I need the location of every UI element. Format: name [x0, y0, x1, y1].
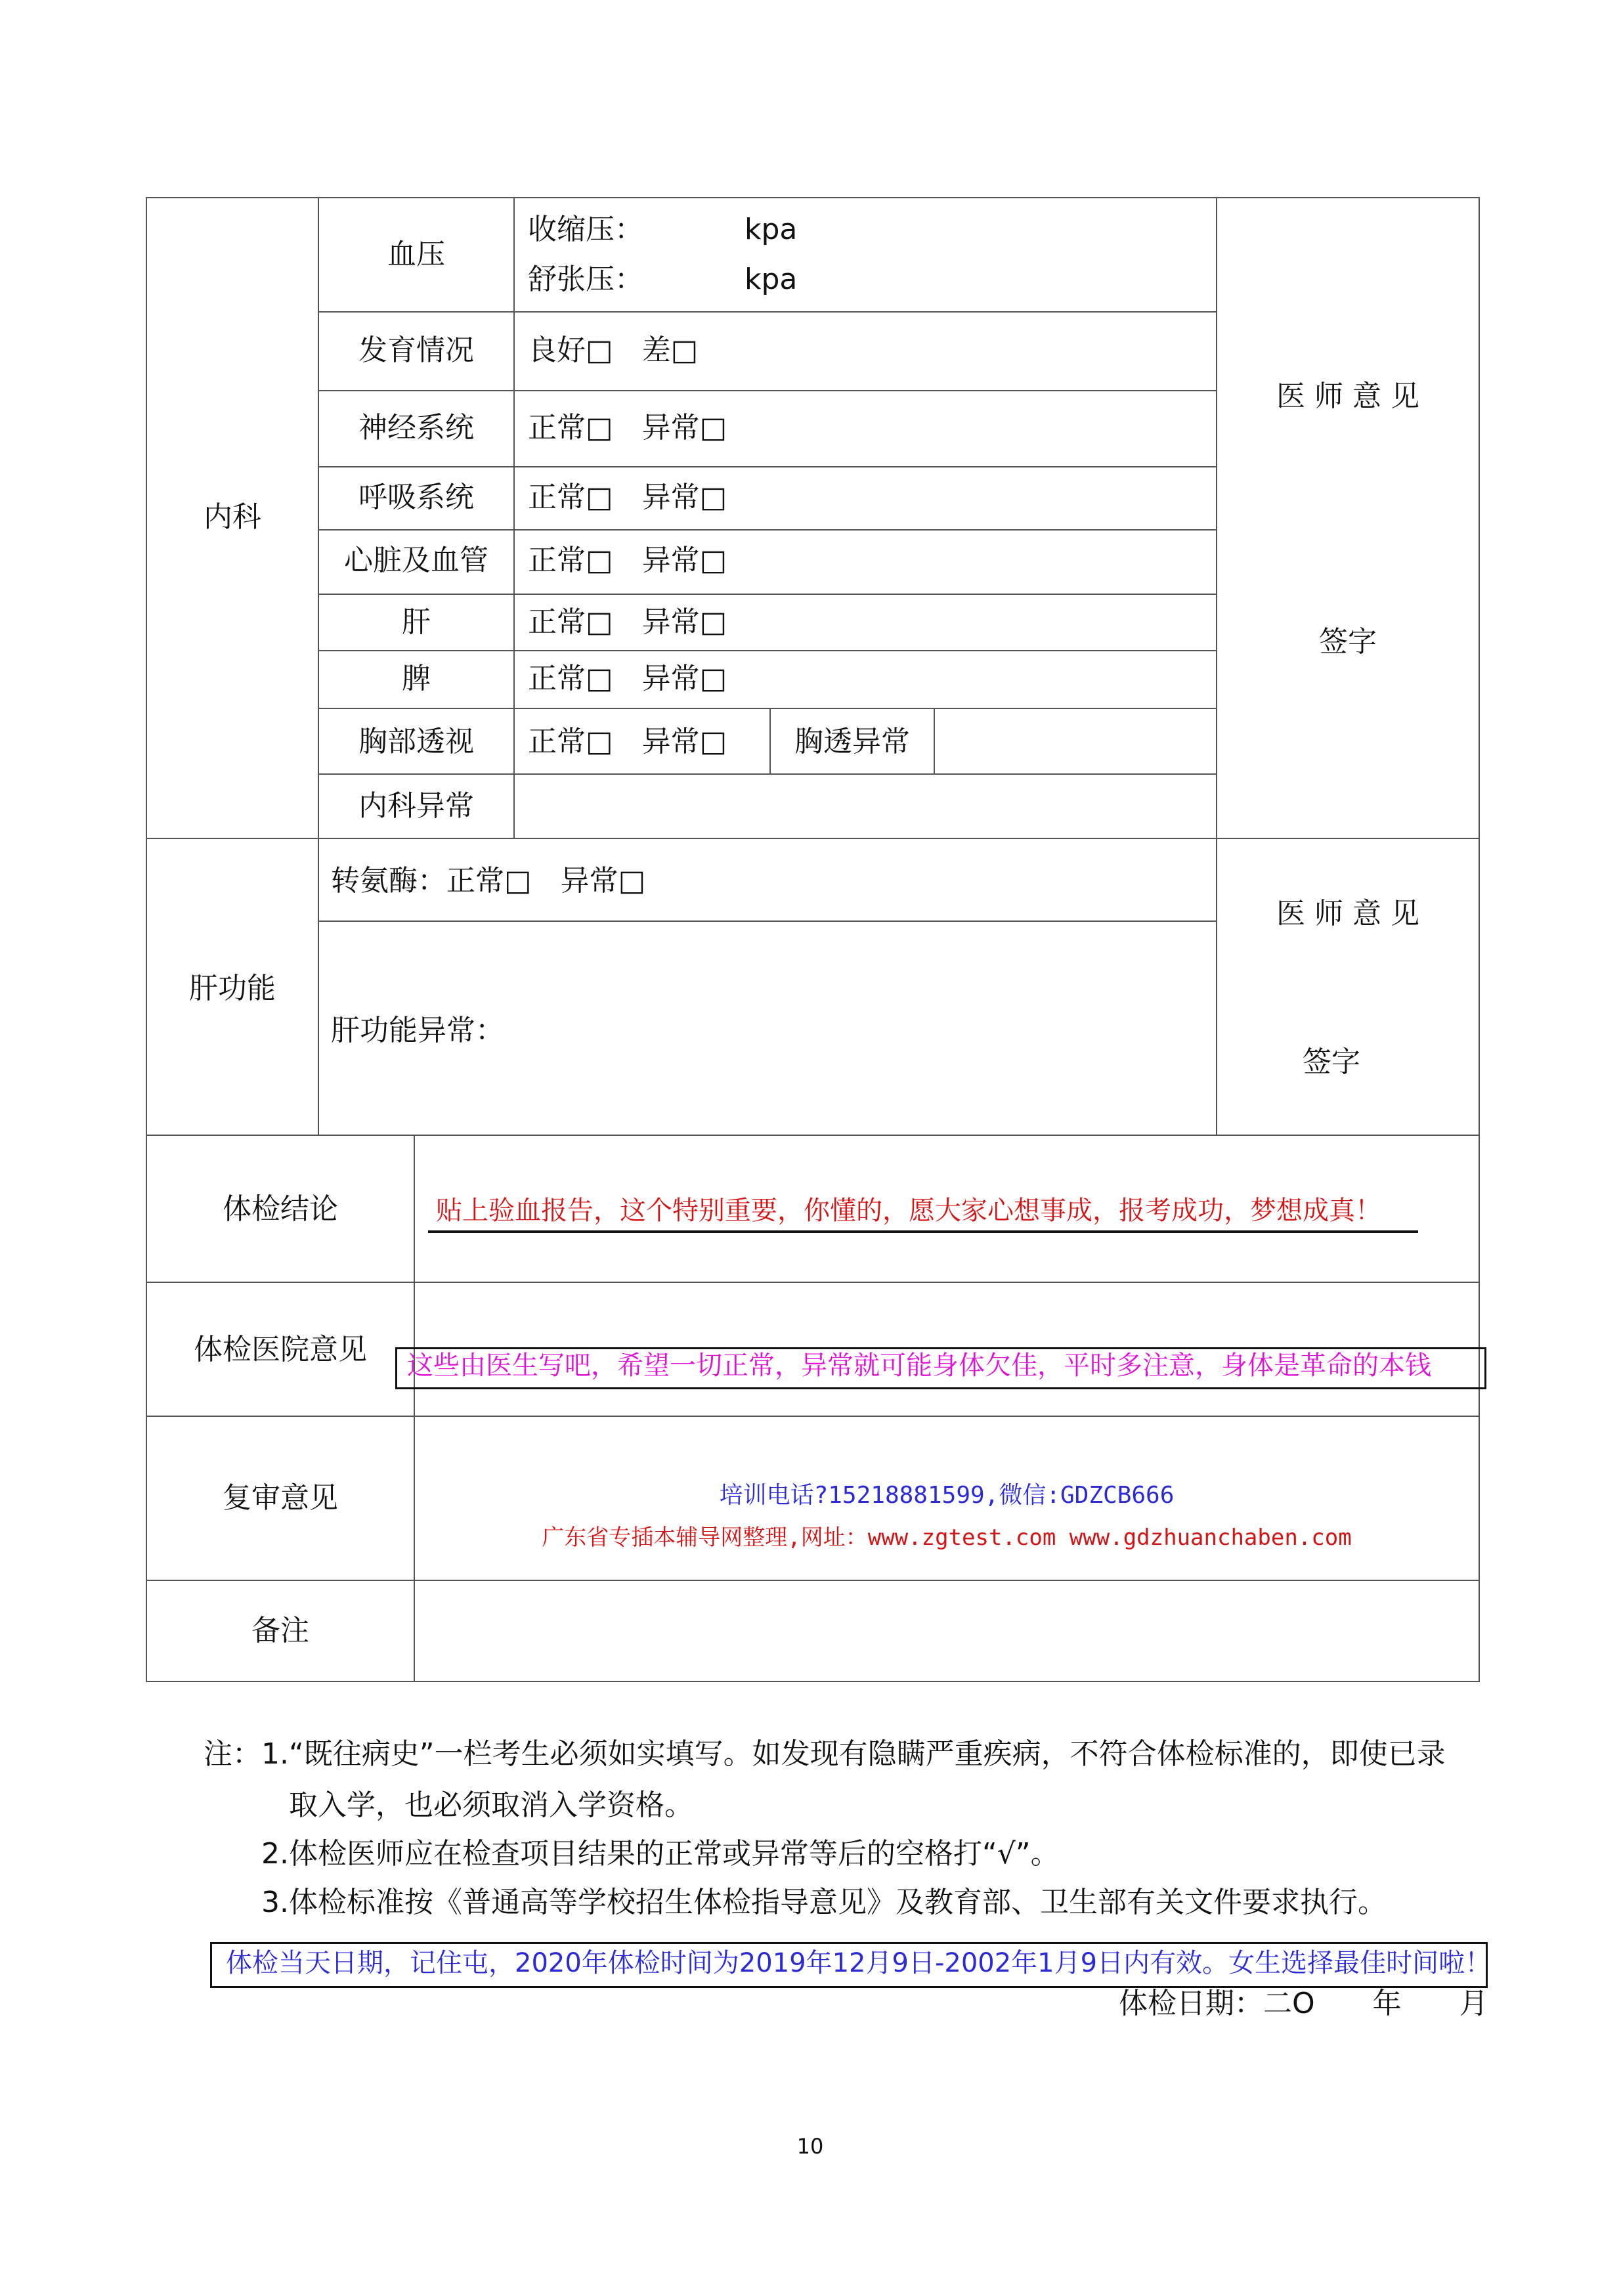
conclusion-label: 体检结论 [223, 1192, 338, 1226]
diastolic-label: 舒张压： [528, 263, 643, 296]
annotation-underline [428, 1230, 1418, 1233]
date-annotation: 体检当天日期，记住屯，2020年体检时间为2019年12月9日-2002年1月9日内有效。女生选择最佳时间啦！ [226, 1948, 1492, 1978]
liver-abnormal-label: 肝功能异常： [331, 1014, 504, 1047]
transaminase-options: 转氨酶：正常□ 异常□ [331, 864, 646, 898]
table-border-bottom [146, 1681, 1480, 1682]
page-number: 10 [796, 2134, 824, 2159]
conclusion-annotation: 贴上验血报告，这个特别重要，你懂的，愿大家心想事成，报考成功，梦想成真！ [436, 1196, 1381, 1226]
liver-function-label: 肝功能 [189, 972, 276, 1005]
respiratory-options: 正常□ 异常□ [528, 481, 727, 514]
systolic-unit: kpa [745, 213, 798, 246]
note-3: 3.体检标准按《普通高等学校招生体检指导意见》及教育部、卫生部有关文件要求执行。 [261, 1886, 1387, 1919]
exam-date: 体检日期：二O 年 月 [1119, 1987, 1488, 2020]
divider-h [146, 1580, 1480, 1581]
spleen-options: 正常□ 异常□ [528, 662, 727, 695]
nervous-options: 正常□ 异常□ [528, 411, 727, 444]
divider-h [318, 773, 1217, 775]
chest-abnormal-label: 胸透异常 [794, 725, 910, 758]
divider-h [146, 838, 1480, 839]
note-1-line-2: 取入学，也必须取消入学资格。 [289, 1788, 693, 1822]
table-border-left [146, 197, 147, 1682]
divider-h [318, 311, 1217, 313]
note-2: 2.体检医师应在检查项目结果的正常或异常等后的空格打“√”。 [261, 1837, 1060, 1871]
divider-h [146, 1416, 1480, 1417]
divider-h [318, 921, 1217, 922]
hospital-opinion-label: 体检医院意见 [194, 1333, 367, 1366]
internal-medicine-label: 内科 [204, 500, 261, 534]
liver-doctor-opinion: 医 师 意 见 [1276, 897, 1419, 930]
blood-pressure-label: 血压 [387, 238, 445, 271]
review-website: 广东省专插本辅导网整理,网址：www.zgtest.com www.gdzhuanchaben.com [542, 1525, 1352, 1551]
development-options: 良好□ 差□ [528, 334, 699, 367]
internal-doctor-opinion: 医 师 意 见 [1276, 379, 1419, 413]
development-label: 发育情况 [358, 334, 474, 367]
cardio-options: 正常□ 异常□ [528, 544, 727, 577]
divider-v [513, 197, 515, 839]
note-1-line-1: 注：1.“既往病史”一栏考生必须如实填写。如发现有隐瞒严重疾病，不符合体检标准的，即使已录 [204, 1737, 1446, 1771]
table-border-right [1479, 197, 1480, 1682]
chest-label: 胸部透视 [358, 725, 474, 758]
divider-v [1216, 197, 1217, 1136]
divider-h [318, 390, 1217, 391]
divider-h [318, 594, 1217, 595]
liver-signature: 签字 [1303, 1045, 1360, 1079]
divider-h [318, 466, 1217, 467]
chest-options: 正常□ 异常□ [528, 725, 727, 758]
respiratory-label: 呼吸系统 [358, 481, 474, 514]
cardio-label: 心脏及血管 [344, 544, 488, 577]
remarks-label: 备注 [251, 1614, 309, 1647]
systolic-label: 收缩压： [528, 213, 643, 246]
divider-h [318, 708, 1217, 709]
divider-h [318, 529, 1217, 531]
divider-v [934, 709, 935, 775]
liver-options: 正常□ 异常□ [528, 605, 727, 639]
spleen-label: 脾 [402, 662, 431, 695]
review-contact: 培训电话?15218881599,微信:GDZCB666 [719, 1482, 1175, 1509]
divider-h [146, 1135, 1480, 1136]
divider-v [414, 1135, 415, 1682]
divider-h [318, 650, 1217, 651]
divider-h [146, 1282, 1480, 1283]
nervous-label: 神经系统 [358, 411, 474, 444]
review-label: 复审意见 [223, 1481, 338, 1515]
internal-signature: 签字 [1319, 625, 1377, 659]
table-border-top [146, 197, 1480, 198]
diastolic-unit: kpa [745, 263, 798, 296]
liver-label: 肝 [402, 605, 431, 639]
internal-abnormal-label: 内科异常 [358, 789, 474, 823]
hospital-annotation: 这些由医生写吧，希望一切正常，异常就可能身体欠佳，平时多注意，身体是革命的本钱 [407, 1351, 1431, 1381]
